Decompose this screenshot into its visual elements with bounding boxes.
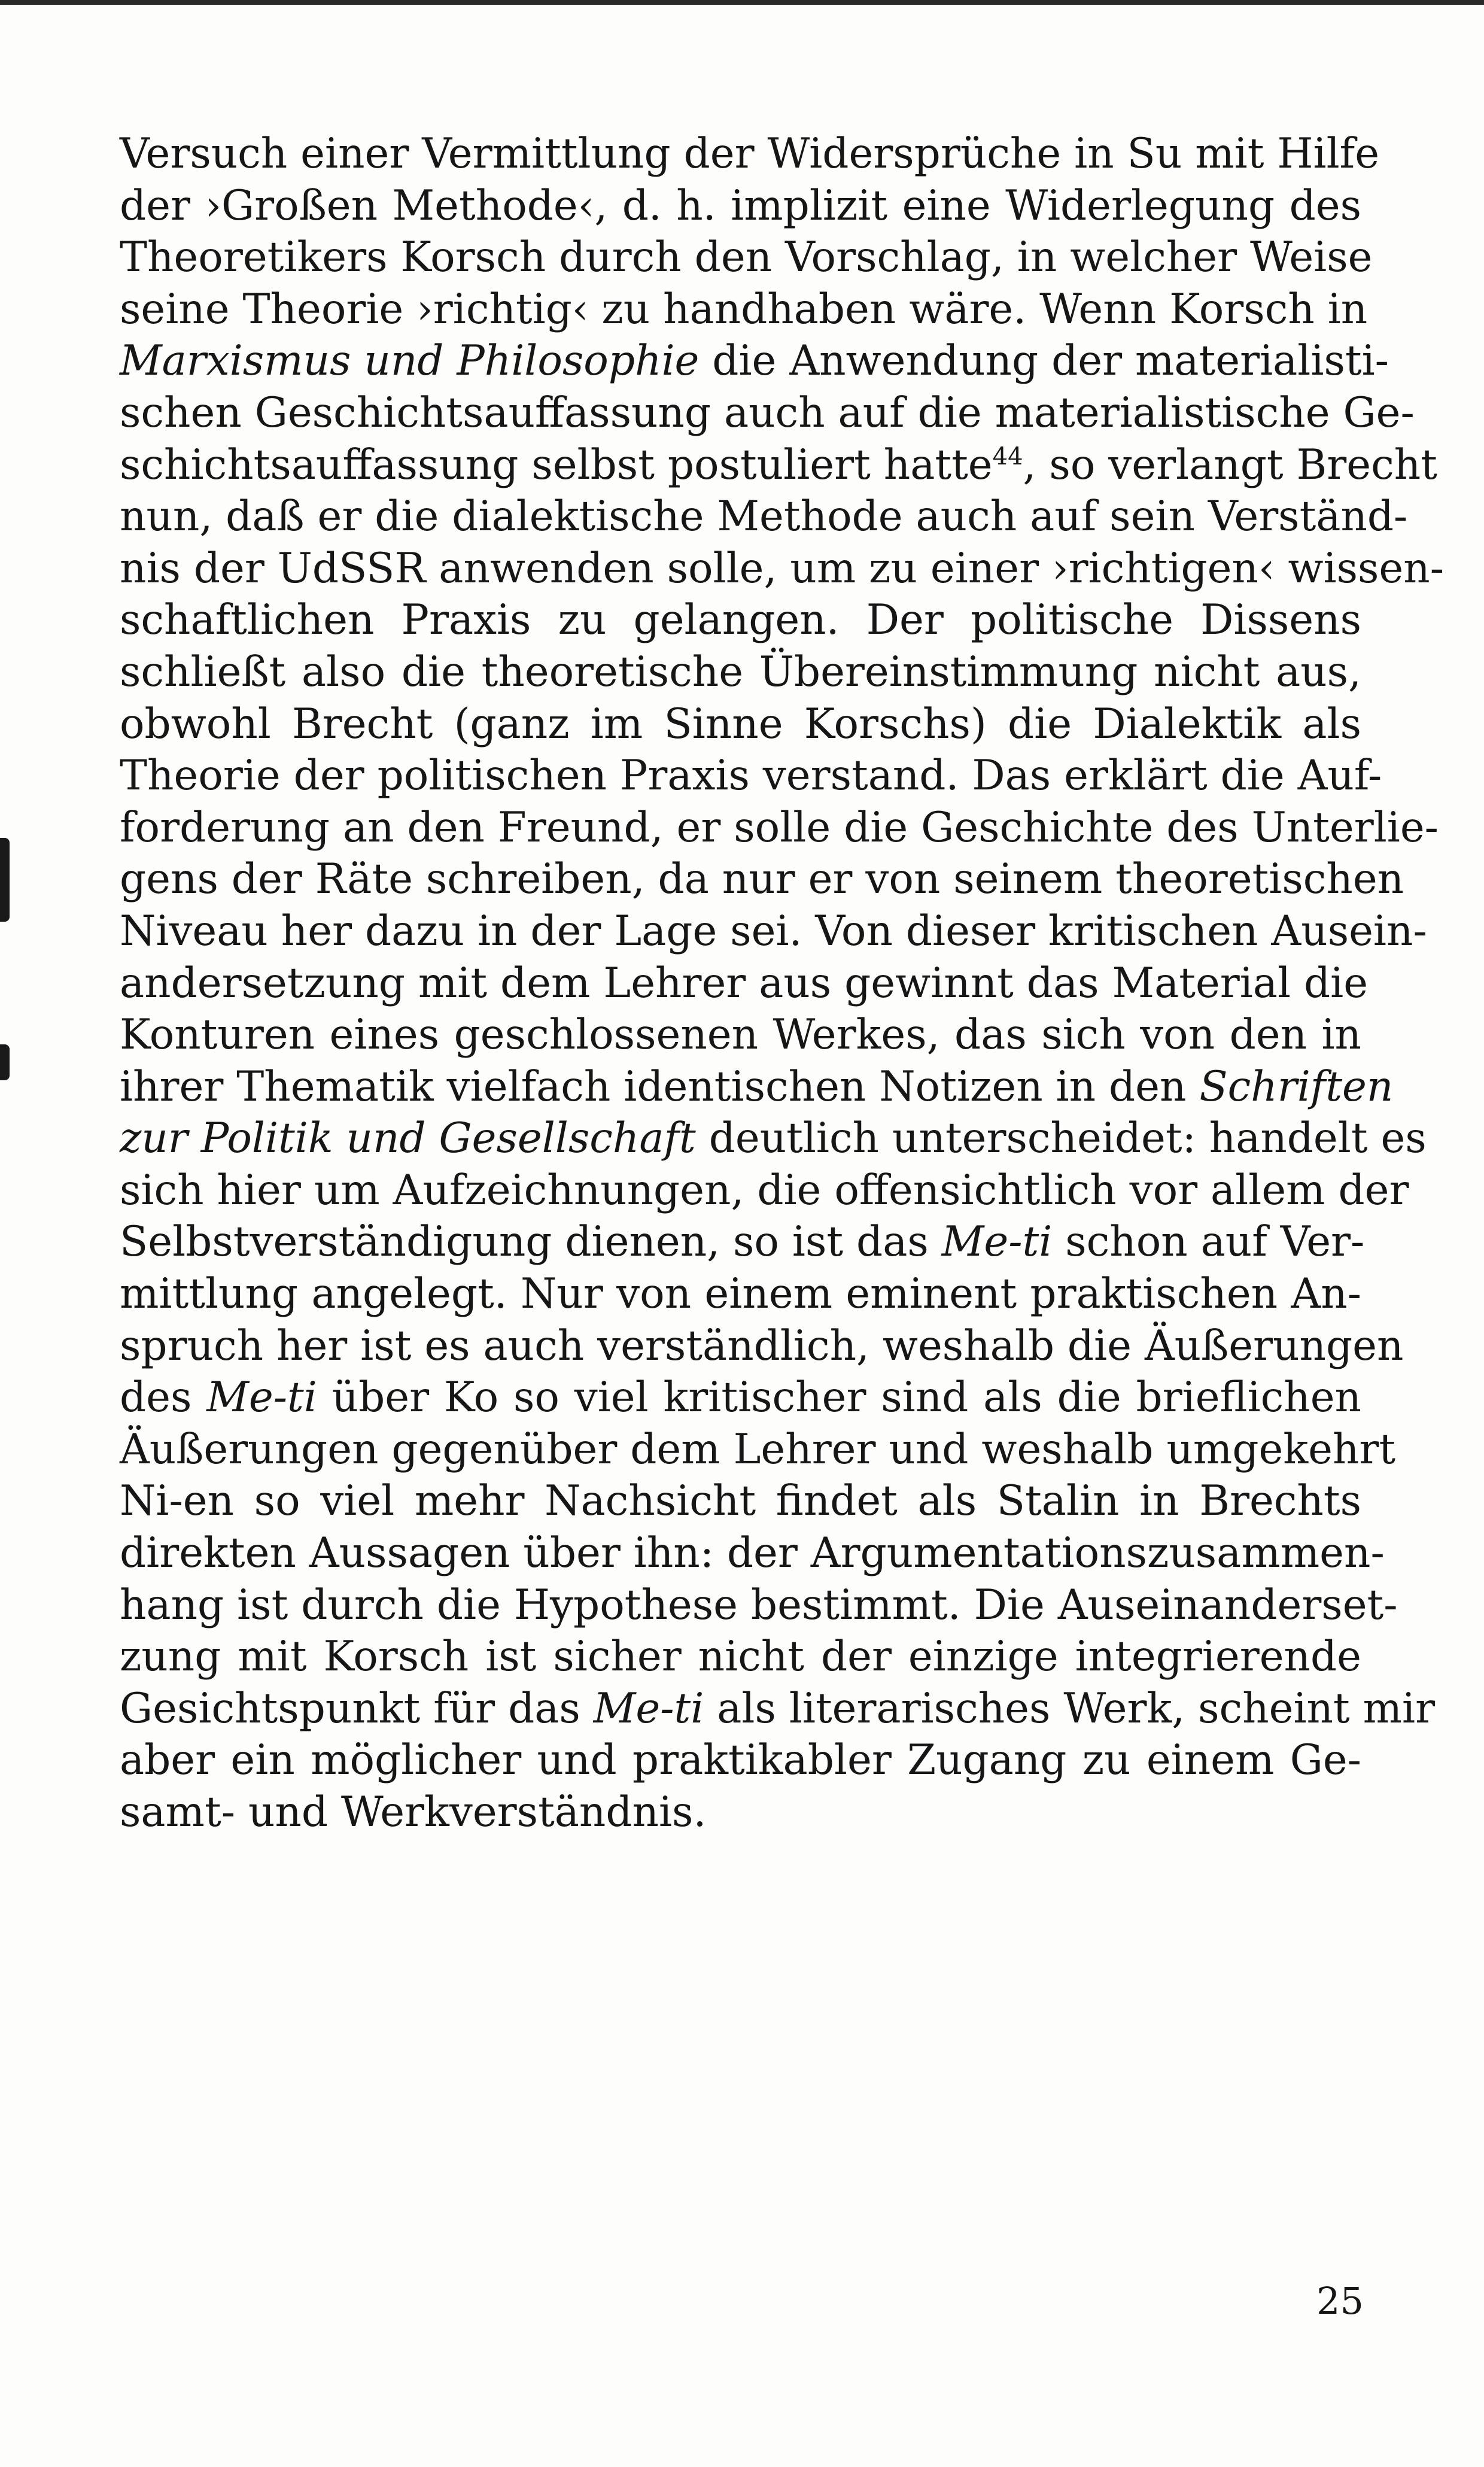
text-line: aber ein möglicher und praktikabler Zugang zu einem Ge- <box>120 1736 1361 1785</box>
text-line <box>120 1216 1365 1268</box>
text-line <box>120 335 1389 387</box>
text-line <box>120 1061 1394 1113</box>
footnote-ref: 44 <box>992 442 1023 470</box>
text-line: gens der Räte schreiben, da nur er von seinem theoretischen <box>120 855 1404 904</box>
top-edge-rule <box>0 0 1484 5</box>
text-line: Theoretikers Korsch durch den Vorschlag, in welcher Weise <box>120 233 1373 282</box>
text-run: als literarisches Werk, scheint mir <box>704 1684 1436 1733</box>
text-line: schen Geschichtsauffassung auch auf die materialistische Ge- <box>120 388 1415 437</box>
text-run: ihrer Thematik vielfach identischen Notizen in den <box>120 1062 1200 1111</box>
book-title-italic: zur Politik und Gesellschaft <box>120 1114 696 1163</box>
text-run: Gesichtspunkt für das <box>120 1684 594 1733</box>
page-number: 25 <box>1316 2279 1364 2323</box>
margin-scan-mark <box>0 1044 10 1080</box>
text-run: über Ko so viel kritischer sind als die brieflichen <box>317 1374 1361 1422</box>
text-line: schließt also die theoretische Übereinstimmung nicht aus, <box>120 648 1361 696</box>
text-run: Selbstverständigung dienen, so ist das <box>120 1218 942 1266</box>
text-line: schaftlichen Praxis zu gelangen. Der politische Dissens <box>120 596 1361 645</box>
text-run: schon auf Ver- <box>1052 1218 1365 1266</box>
text-line: nun, daß er die dialektische Methode auch auf sein Verständ- <box>120 493 1408 541</box>
book-title-italic: Me-ti <box>206 1374 317 1422</box>
margin-scan-mark <box>0 838 10 922</box>
text-line: obwohl Brecht (ganz im Sinne Korschs) die Dialektik als <box>120 700 1361 748</box>
text-line: Theorie der politischen Praxis verstand. Das erklärt die Auf- <box>120 752 1382 800</box>
text-line <box>120 1113 1427 1165</box>
text-line: nis der UdSSR anwenden solle, um zu einer ›richtigen‹ wissen- <box>120 544 1445 593</box>
text-run: , so verlangt Brecht <box>1023 440 1437 489</box>
text-line: Niveau her dazu in der Lage sei. Von dieser kritischen Ausein- <box>120 907 1427 955</box>
text-line: Ni-en so viel mehr Nachsicht findet als Stalin in Brechts <box>120 1477 1361 1526</box>
text-line: hang ist durch die Hypothese bestimmt. Die Auseinanderset- <box>120 1581 1398 1629</box>
book-title-italic: Me-ti <box>593 1684 704 1733</box>
text-line <box>120 439 1437 491</box>
book-title-italic: Marxismus und <box>120 337 444 385</box>
text-line: Äußerungen gegenüber dem Lehrer und weshalb umgekehrt <box>120 1425 1396 1473</box>
text-line: forderung an den Freund, er solle die Geschichte des Unterlie- <box>120 803 1439 852</box>
text-line: Versuch einer Vermittlung der Widersprüche in Su mit Hilfe <box>120 130 1380 178</box>
text-line: der ›Großen Methode‹, d. h. implizit eine Widerlegung des <box>120 181 1361 230</box>
book-title-italic: Me-ti <box>941 1218 1053 1266</box>
text-line: seine Theorie ›richtig‹ zu handhaben wäre. Wenn Korsch in <box>120 285 1368 333</box>
body-text <box>120 128 1445 1839</box>
text-line: sich hier um Aufzeichnungen, die offensichtlich vor allem der <box>120 1166 1409 1214</box>
text-line <box>120 1683 1436 1735</box>
text-line: Konturen eines geschlossenen Werkes, das sich von den in <box>120 1011 1361 1059</box>
text-line: mittlung angelegt. Nur von einem eminent praktischen An- <box>120 1270 1361 1318</box>
text-run: deutlich unterscheidet: handelt es <box>695 1114 1427 1163</box>
text-run: des <box>120 1374 207 1422</box>
text-line: samt- und Werkverständnis. <box>120 1788 707 1836</box>
text-line: andersetzung mit dem Lehrer aus gewinnt das Material die <box>120 959 1369 1007</box>
text-run: schichtsauffassung selbst postuliert hatte <box>120 440 993 489</box>
text-line <box>120 1372 1361 1424</box>
text-line: zung mit Korsch ist sicher nicht der einzige integrierende <box>120 1633 1361 1681</box>
text-run: die Anwendung der materialisti- <box>699 337 1389 385</box>
book-title-italic: Philosophie <box>457 337 700 385</box>
book-title-italic: Schriften <box>1199 1062 1394 1111</box>
text-line: spruch her ist es auch verständlich, weshalb die Äußerungen <box>120 1321 1404 1370</box>
text-line: direkten Aussagen über ihn: der Argumentationszusammen- <box>120 1529 1385 1578</box>
